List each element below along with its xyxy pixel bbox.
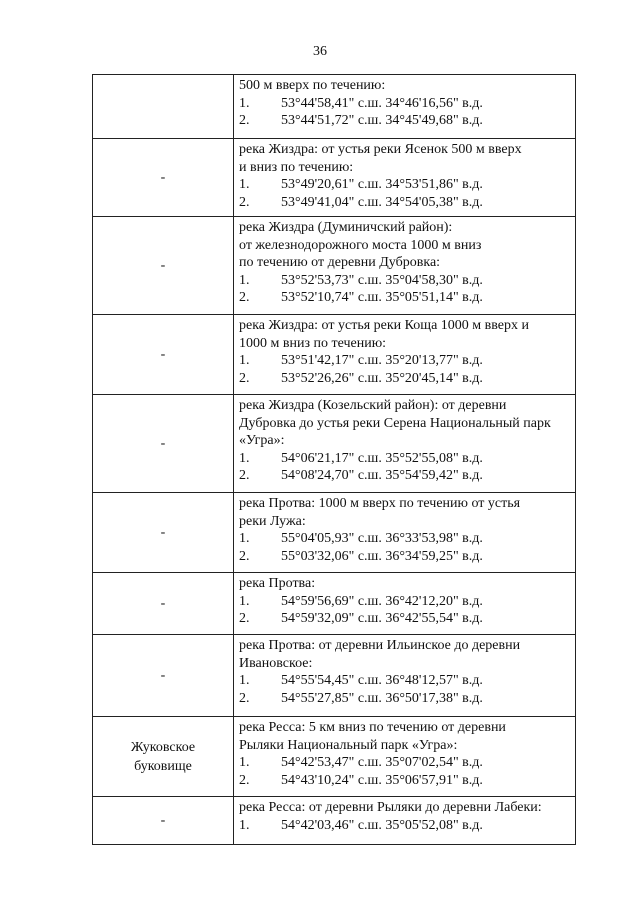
coordinate-line [239,194,571,212]
coordinate-value: 55°04'05,93" с.ш. 36°33'53,98" в.д. [281,531,483,546]
coordinate-number: 2. [239,370,250,386]
object-name-cell [93,315,234,395]
coordinate-value: 54°55'54,45" с.ш. 36°48'12,57" в.д. [281,673,483,688]
location-cell [234,139,576,217]
table-row [93,315,576,395]
coordinate-value: 54°42'53,47" с.ш. 35°07'02,54" в.д. [281,755,483,770]
table-row [93,797,576,845]
coordinate-number: 2. [239,113,250,128]
coordinate-number: 1. [239,531,250,546]
object-name-cell [93,493,234,573]
page-number: 36 [313,44,327,59]
location-cell [234,395,576,493]
table-body [93,75,576,845]
object-name-text: - [160,347,166,362]
table-row [93,493,576,573]
object-name-text: - [160,813,166,828]
coordinate-line [239,672,571,690]
coordinate-value: 54°43'10,24" с.ш. 35°06'57,91" в.д. [281,772,483,788]
coordinate-number: 2. [239,290,250,305]
coordinate-line [239,370,571,388]
coordinate-value: 54°55'27,85" с.ш. 36°50'17,38" в.д. [281,690,483,706]
location-cell [234,635,576,717]
coordinate-number: 2. [239,690,250,706]
coordinate-value: 53°52'26,26" с.ш. 35°20'45,14" в.д. [281,370,483,386]
coordinate-number: 1. [239,272,250,288]
coordinate-line [239,352,571,370]
coordinate-number: 1. [239,817,250,833]
coordinate-line [239,467,571,485]
object-name-text: - [160,596,166,611]
table-row [93,573,576,635]
coordinate-number: 2. [239,194,250,210]
object-name-text: Жуковское [130,739,196,755]
table-row [93,717,576,797]
coordinate-value: 54°59'56,69" с.ш. 36°42'12,20" в.д. [281,593,483,609]
object-name-cell [93,717,234,797]
coordinate-number: 1. [239,95,250,111]
coordinate-line [239,272,571,290]
coordinate-number: 2. [239,772,250,788]
coordinate-value: 53°44'58,41" с.ш. 34°46'16,56" в.д. [281,95,483,111]
coordinate-line [239,690,571,708]
location-cell [234,75,576,139]
object-name-text: - [160,258,166,273]
object-name-text: буковище [134,758,192,774]
location-description: река Жиздра (Козельский район): от деревни Дубровка до устья реки Серена Национальный парк «Угра»: [239,398,551,448]
location-cell [234,217,576,315]
coordinate-line [239,817,571,835]
coordinate-value: 54°08'24,70" с.ш. 35°54'59,42" в.д. [281,468,483,483]
location-description: река Протва: от деревни Ильинское до деревни Ивановское: [239,638,521,671]
location-description: река Ресса: от деревни Рыляки до деревни Лабеки: [239,800,542,815]
object-name-cell [93,395,234,493]
coordinate-line [239,772,571,790]
location-cell [234,797,576,845]
location-description: река Жиздра (Думиничский район): от железнодорожного моста 1000 м вниз по течению от деревни Дубровка: [239,220,482,270]
coordinate-line [239,176,571,194]
coordinate-line [239,593,571,611]
location-description: река Протва: 1000 м вверх по течению от устья реки Лужа: [239,496,521,529]
coordinate-number: 2. [239,548,250,564]
coordinate-line [239,610,571,628]
table-row [93,635,576,717]
coordinate-line [239,95,571,113]
table-row [93,217,576,315]
coordinate-number: 1. [239,353,250,368]
object-name-cell [93,573,234,635]
coordinate-line [239,548,571,566]
location-description: 500 м вверх по течению: [239,78,386,93]
coordinate-line [239,754,571,772]
coordinate-value: 53°49'20,61" с.ш. 34°53'51,86" в.д. [281,177,483,192]
table-row [93,139,576,217]
coordinate-number: 1. [239,673,250,688]
object-name-cell [93,75,234,139]
object-name-text: - [160,668,166,683]
object-name-cell [93,635,234,717]
coordinate-line [239,289,571,307]
coordinate-number: 2. [239,468,250,483]
coordinate-value: 53°51'42,17" с.ш. 35°20'13,77" в.д. [281,353,483,368]
coordinate-value: 53°52'10,74" с.ш. 35°05'51,14" в.д. [281,290,483,305]
coordinate-number: 1. [239,450,250,466]
coordinate-line [239,112,571,130]
location-cell [234,573,576,635]
location-cell [234,717,576,797]
object-name-cell [93,797,234,845]
coordinate-number: 1. [239,593,250,609]
coordinate-value: 54°06'21,17" с.ш. 35°52'55,08" в.д. [281,450,483,466]
coordinate-value: 53°49'41,04" с.ш. 34°54'05,38" в.д. [281,194,483,210]
object-name-text: - [160,525,166,540]
table-row [93,395,576,493]
location-description: река Протва: [239,576,316,591]
coordinate-value: 54°59'32,09" с.ш. 36°42'55,54" в.д. [281,611,483,626]
location-cell [234,493,576,573]
coordinate-value: 54°42'03,46" с.ш. 35°05'52,08" в.д. [281,817,483,833]
location-description: река Жиздра: от устья реки Коща 1000 м вверх и 1000 м вниз по течению: [239,318,529,351]
coordinate-number: 2. [239,611,250,626]
object-name-cell [93,217,234,315]
table-row [93,75,576,139]
protected-areas-table [92,74,576,845]
coordinate-value: 55°03'32,06" с.ш. 36°34'59,25" в.д. [281,548,483,564]
location-description: река Жиздра: от устья реки Ясенок 500 м вверх и вниз по течению: [239,142,522,175]
coordinate-line [239,530,571,548]
coordinate-number: 1. [239,177,250,192]
location-description: река Ресса: 5 км вниз по течению от деревни Рыляки Национальный парк «Угра»: [239,720,506,753]
object-name-text: - [160,436,166,451]
object-name-cell [93,139,234,217]
coordinate-line [239,450,571,468]
object-name-text: - [160,170,166,185]
coordinate-value: 53°52'53,73" с.ш. 35°04'58,30" в.д. [281,272,483,288]
coordinate-number: 1. [239,755,250,770]
coordinate-value: 53°44'51,72" с.ш. 34°45'49,68" в.д. [281,113,483,128]
location-cell [234,315,576,395]
